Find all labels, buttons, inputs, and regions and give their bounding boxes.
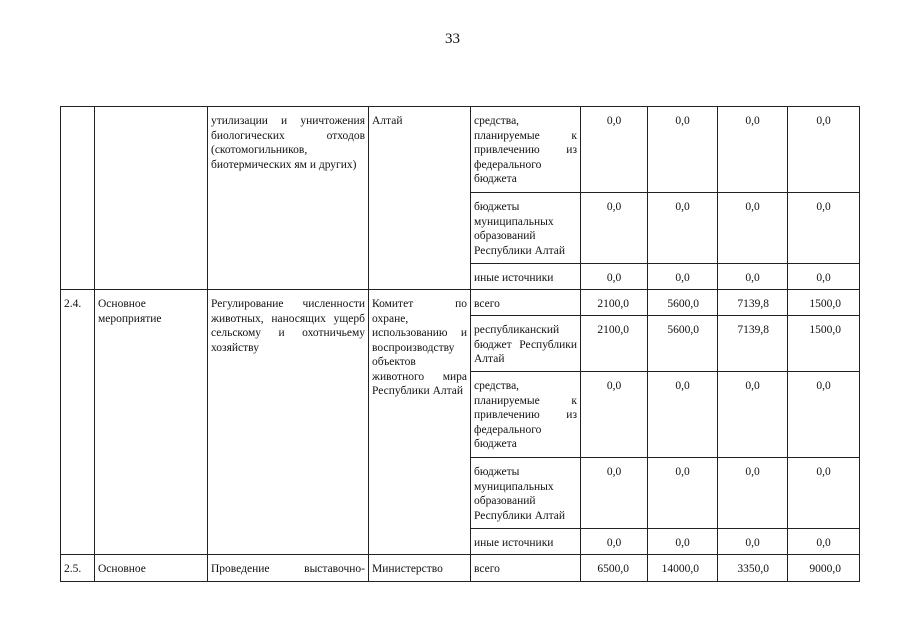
value-cell: 2100,0 — [581, 290, 648, 316]
event-type-cell: Основное — [95, 555, 208, 582]
source-cell: иные источники — [471, 529, 581, 555]
value-cell: 0,0 — [581, 264, 648, 290]
value-cell: 0,0 — [648, 107, 718, 193]
value-cell: 0,0 — [581, 458, 648, 529]
row-number-cell: 2.4. — [61, 290, 95, 555]
table-row — [61, 555, 860, 582]
value-cell: 0,0 — [788, 107, 860, 193]
source-cell: бюджеты муниципальных образований Республики Алтай — [471, 458, 581, 529]
value-cell: 5600,0 — [648, 290, 718, 316]
source-cell: всего — [471, 555, 581, 582]
value-cell: 0,0 — [581, 107, 648, 193]
value-cell: 0,0 — [648, 193, 718, 264]
activity-cell: Проведение выставочно- — [208, 555, 369, 582]
activity-cell: утилизации и уничтожения биологических отходов (скотомогильников, биотермических ям и других) — [208, 107, 369, 290]
value-cell: 0,0 — [788, 458, 860, 529]
value-cell: 0,0 — [718, 264, 788, 290]
executor-cell: Комитет по охране, использованию и воспроизводству объектов животного мира Республики Алтай — [369, 290, 471, 555]
row-number-cell: 2.5. — [61, 555, 95, 582]
executor-cell: Алтай — [369, 107, 471, 290]
value-cell: 0,0 — [788, 264, 860, 290]
value-cell: 0,0 — [648, 529, 718, 555]
executor-cell: Министерство — [369, 555, 471, 582]
value-cell: 14000,0 — [648, 555, 718, 582]
value-cell: 0,0 — [718, 458, 788, 529]
value-cell: 2100,0 — [581, 316, 648, 372]
value-cell: 1500,0 — [788, 290, 860, 316]
table-row — [61, 107, 860, 193]
value-cell: 0,0 — [648, 372, 718, 458]
activity-cell: Регулирование численности животных, наносящих ущерб сельскому и охотничьему хозяйству — [208, 290, 369, 555]
event-type-cell: Основное мероприятие — [95, 290, 208, 555]
value-cell: 0,0 — [581, 193, 648, 264]
value-cell: 6500,0 — [581, 555, 648, 582]
value-cell: 0,0 — [718, 193, 788, 264]
event-type-cell — [95, 107, 208, 290]
value-cell: 0,0 — [581, 529, 648, 555]
value-cell: 0,0 — [718, 107, 788, 193]
page-number: 33 — [445, 31, 460, 47]
value-cell: 7139,8 — [718, 316, 788, 372]
table-row — [61, 290, 860, 316]
value-cell: 0,0 — [718, 529, 788, 555]
value-cell: 5600,0 — [648, 316, 718, 372]
row-number-cell — [61, 107, 95, 290]
value-cell: 9000,0 — [788, 555, 860, 582]
funding-table — [60, 106, 860, 582]
value-cell: 1500,0 — [788, 316, 860, 372]
source-cell: всего — [471, 290, 581, 316]
source-cell: иные источники — [471, 264, 581, 290]
source-cell: бюджеты муниципальных образований Республики Алтай — [471, 193, 581, 264]
value-cell: 0,0 — [718, 372, 788, 458]
value-cell: 0,0 — [788, 372, 860, 458]
source-cell: средства, планируемые к привлечению из федерального бюджета — [471, 372, 581, 458]
value-cell: 3350,0 — [718, 555, 788, 582]
value-cell: 0,0 — [581, 372, 648, 458]
source-cell: средства, планируемые к привлечению из федерального бюджета — [471, 107, 581, 193]
value-cell: 0,0 — [648, 458, 718, 529]
value-cell: 7139,8 — [718, 290, 788, 316]
source-cell: республиканский бюджет Республики Алтай — [471, 316, 581, 372]
value-cell: 0,0 — [788, 529, 860, 555]
value-cell: 0,0 — [648, 264, 718, 290]
value-cell: 0,0 — [788, 193, 860, 264]
